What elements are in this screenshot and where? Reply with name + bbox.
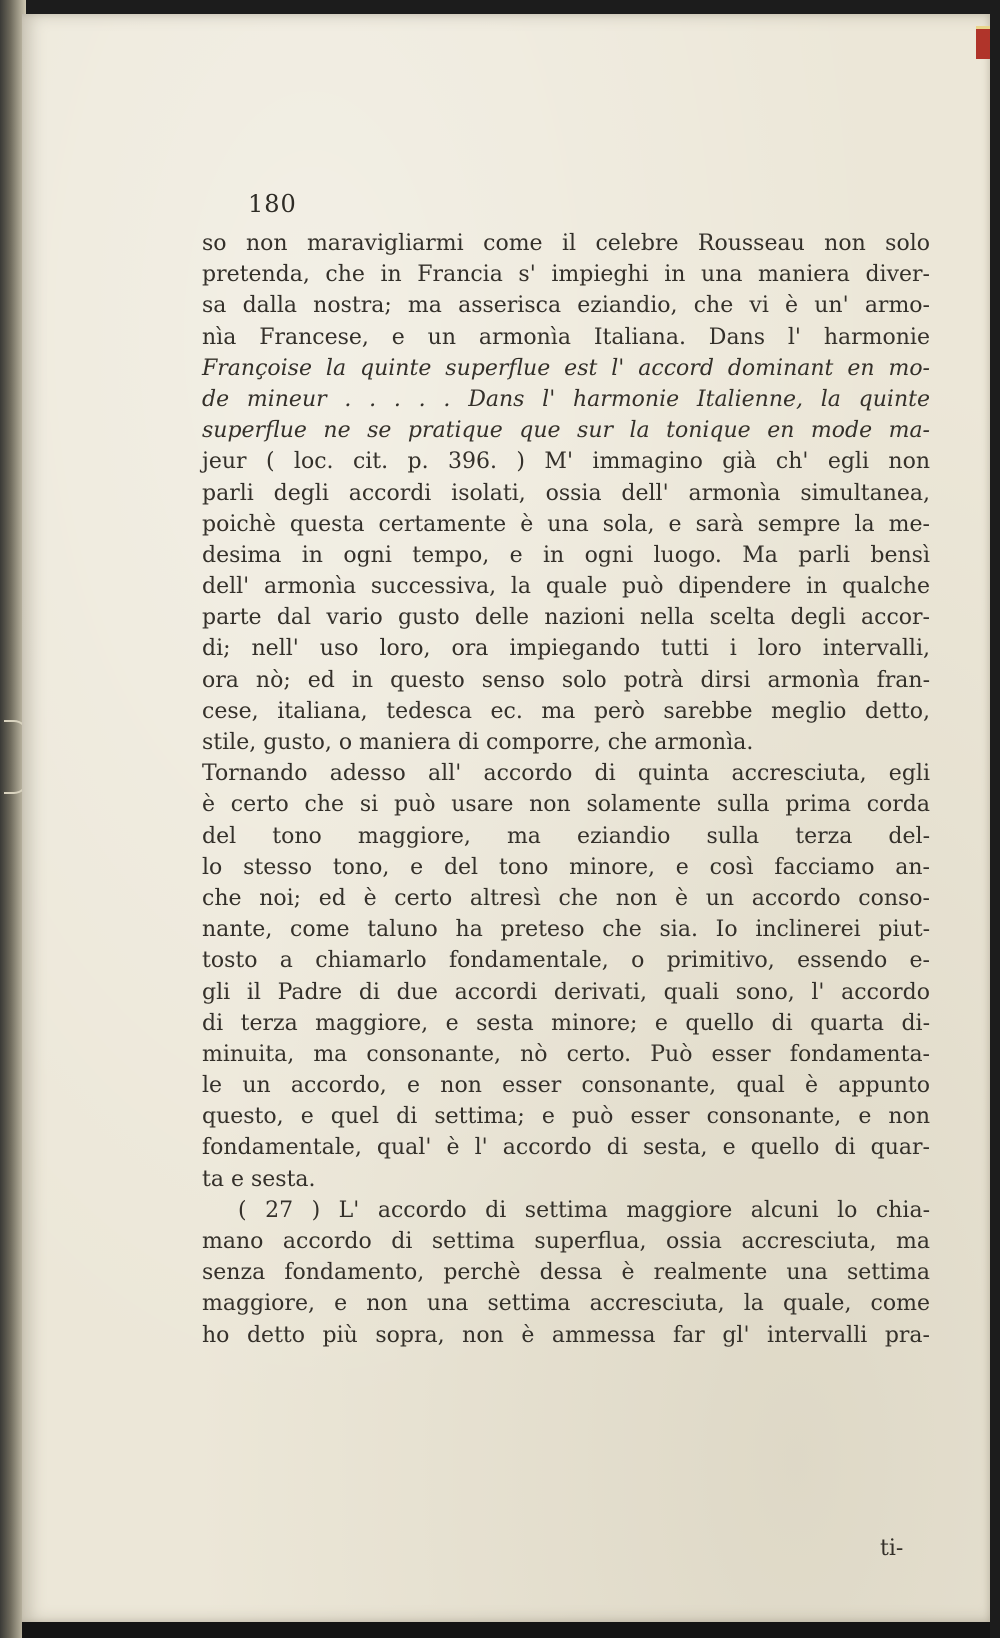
text-line: ta e sesta. bbox=[202, 1166, 316, 1192]
page-corner-tab bbox=[976, 26, 990, 59]
text-line: superflue ne se pratique que sur la tonique en mode ma- bbox=[202, 418, 930, 444]
text-line: che noi; ed è certo altresì che non è un accordo conso- bbox=[202, 885, 930, 911]
text-line: fondamentale, qual' è l' accordo di sesta, e quello di quar- bbox=[202, 1135, 930, 1161]
text-line: de mineur . . . . . Dans l' harmonie Italienne, la quinte bbox=[202, 386, 930, 412]
page-number: 180 bbox=[248, 190, 297, 218]
text-line: nìa Francese, e un armonìa Italiana. Dans l' harmonie bbox=[202, 324, 930, 350]
text-line: so non maravigliarmi come il celebre Rousseau non solo bbox=[202, 231, 930, 256]
text-line: stile, gusto, o maniera di comporre, che armonìa. bbox=[202, 730, 754, 755]
text-line: le un accordo, e non esser consonante, qual è appunto bbox=[202, 1073, 930, 1099]
text-line: pretenda, che in Francia s' impieghi in una maniera diver- bbox=[202, 262, 930, 288]
text-line: parte dal vario gusto delle nazioni nella scelta degli accor- bbox=[202, 605, 930, 631]
text-line: senza fondamento, perchè dessa è realmente una settima bbox=[202, 1260, 930, 1286]
text-line: parli degli accordi isolati, ossia dell' armonìa simultanea, bbox=[202, 480, 930, 506]
scan-bottom-edge bbox=[22, 1622, 990, 1638]
text-line: di terza maggiore, e sesta minore; e quello di quarta di- bbox=[202, 1010, 930, 1036]
text-line: ora nò; ed in questo senso solo potrà dirsi armonìa fran- bbox=[202, 667, 930, 693]
text-line: ( 27 ) L' accordo di settima maggiore alcuni lo chia- bbox=[238, 1197, 930, 1223]
body-text bbox=[202, 228, 930, 1351]
text-line: lo stesso tono, e del tono minore, e così facciamo an- bbox=[202, 854, 930, 880]
text-line: nante, come taluno ha preteso che sia. Io inclinerei piut- bbox=[202, 917, 930, 943]
text-line: del tono maggiore, ma eziandio sulla terza del- bbox=[202, 823, 930, 849]
text-line: tosto a chiamarlo fondamentale, o primitivo, essendo e- bbox=[202, 948, 930, 974]
text-line: jeur ( loc. cit. p. 396. ) M' immagino già ch' egli non bbox=[202, 449, 930, 475]
text-line: mano accordo di settima superflua, ossia accresciuta, ma bbox=[202, 1229, 930, 1254]
text-line: è certo che si può usare non solamente sulla prima corda bbox=[202, 792, 930, 818]
text-line: minuita, ma consonante, nò certo. Può esser fondamenta- bbox=[202, 1041, 930, 1067]
text-line: Tornando adesso all' accordo di quinta accresciuta, egli bbox=[202, 761, 930, 787]
text-line: cese, italiana, tedesca ec. ma però sarebbe meglio detto, bbox=[202, 698, 930, 724]
text-line: dell' armonìa successiva, la quale può dipendere in qualche bbox=[202, 574, 930, 600]
text-line: maggiore, e non una settima accresciuta, la quale, come bbox=[202, 1291, 930, 1317]
text-line: ho detto più sopra, non è ammessa far gl' intervalli pra- bbox=[202, 1322, 930, 1348]
catchword: ti- bbox=[880, 1536, 904, 1561]
text-line: desima in ogni tempo, e in ogni luogo. Ma parli bensì bbox=[202, 542, 930, 568]
text-line: Françoise la quinte superflue est l' accord dominant en mo- bbox=[202, 355, 930, 381]
text-line: gli il Padre di due accordi derivati, quali sono, l' accordo bbox=[202, 979, 930, 1005]
text-line: di; nell' uso loro, ora impiegando tutti i loro intervalli, bbox=[202, 636, 930, 662]
text-line: questo, e quel di settima; e può esser consonante, e non bbox=[202, 1104, 930, 1130]
text-line: sa dalla nostra; ma asserisca eziandio, che vi è un' armo- bbox=[202, 293, 930, 319]
text-line: poichè questa certamente è una sola, e sarà sempre la me- bbox=[202, 511, 930, 537]
